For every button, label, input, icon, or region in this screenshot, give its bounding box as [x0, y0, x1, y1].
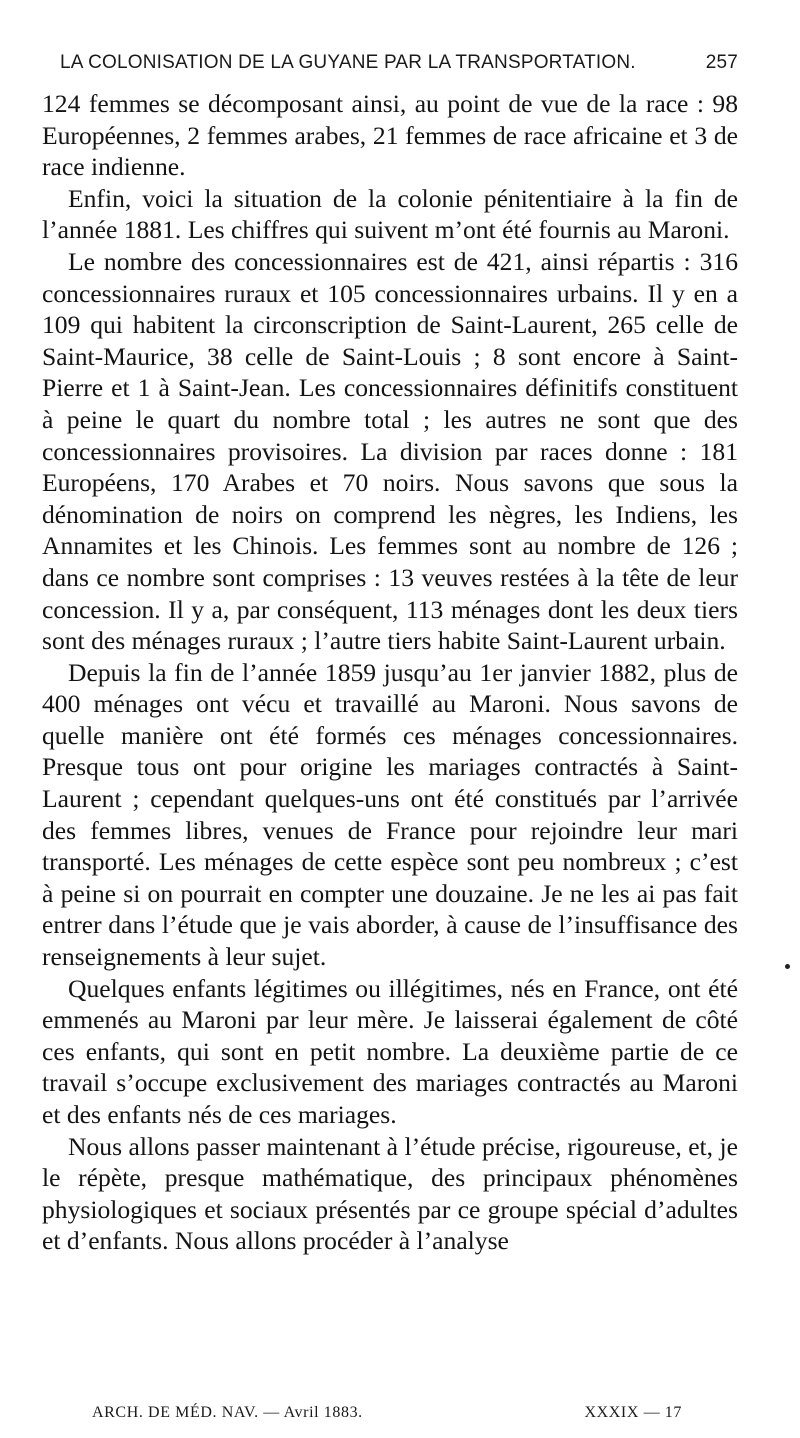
paragraph-4: Depuis la fin de l’année 1859 jusqu’au 1er janvier 1882, plus de 400 ménages ont vécu et travaillé au Maroni. Nous savons de quelle manière ont été formés ces ménages concessionnaires. Presque tous ont pour origine les mariages contractés à Saint-Laurent ; cependant quelques-uns ont été constitués par l’arrivée des femmes libres, venues de France pour rejoindre leur mari transporté. Les ménages de cette espèce sont peu nombreux ; c’est à peine si on pourrait en compter une douzaine. Je ne les ai pas fait entrer dans l’étude que je vais aborder, à cause de l’insuffisance des renseignements à leur sujet. [42, 657, 738, 972]
paragraph-6: Nous allons passer maintenant à l’étude précise, rigoureuse, et, je le répète, presque mathématique, des principaux phénomènes physiologiques et sociaux présentés par ce groupe spécial d’adultes et d’enfants. Nous allons procéder à l’analyse [42, 1131, 738, 1256]
paragraph-3: Le nombre des concessionnaires est de 421, ainsi répartis : 316 concessionnaires ruraux et 105 concessionnaires urbains. Il y en a 109 qui habitent la circonscription de Saint-Laurent, 265 celle de Saint-Maurice, 38 celle de Saint-Louis ; 8 sont encore à Saint-Pierre et 1 à Saint-Jean. Les concessionnaires définitifs constituent à peine le quart du nombre total ; les autres ne sont que des concessionnaires provisoires. La division par races donne : 181 Européens, 170 Arabes et 70 noirs. Nous savons que sous la dénomination de noirs on comprend les nègres, les Indiens, les Annamites et les Chinois. Les femmes sont au nombre de 126 ; dans ce nombre sont comprises : 13 veuves restées à la tête de leur concession. Il y a, par conséquent, 113 ménages dont les deux tiers sont des ménages ruraux ; l’autre tiers habite Saint-Laurent urbain. [42, 246, 738, 656]
journal-signature: ARCH. DE MÉD. NAV. — Avril 1883. [92, 1404, 363, 1421]
paragraph-2: Enfin, voici la situation de la colonie pénitentiaire à la fin de l’année 1881. Les chiffres qui suivent m’ont été fournis au Maroni. [42, 183, 738, 245]
running-header [42, 52, 738, 74]
paragraph-1: 124 femmes se décomposant ainsi, au point de vue de la race : 98 Européennes, 2 femmes arabes, 21 femmes de race africaine et 3 de race indienne. [42, 89, 738, 182]
paragraph-5: Quelques enfants légitimes ou illégitimes, nés en France, ont été emmenés au Maroni par leur mère. Je laisserai également de côté ces enfants, qui sont en petit nombre. La deuxième partie de ce travail s’occupe exclusivement des mariages contractés au Maroni et des enfants nés de ces mariages. [42, 973, 738, 1129]
sheet-signature: XXXIX — 17 [584, 1404, 682, 1421]
running-title: LA COLONISATION DE LA GUYANE PAR LA TRANSPORTATION. [60, 52, 636, 73]
body-text [42, 88, 738, 1257]
margin-ink-dot [785, 964, 790, 969]
book-page [42, 52, 738, 1257]
page-number: 257 [705, 52, 738, 73]
page-footer [92, 1404, 682, 1422]
